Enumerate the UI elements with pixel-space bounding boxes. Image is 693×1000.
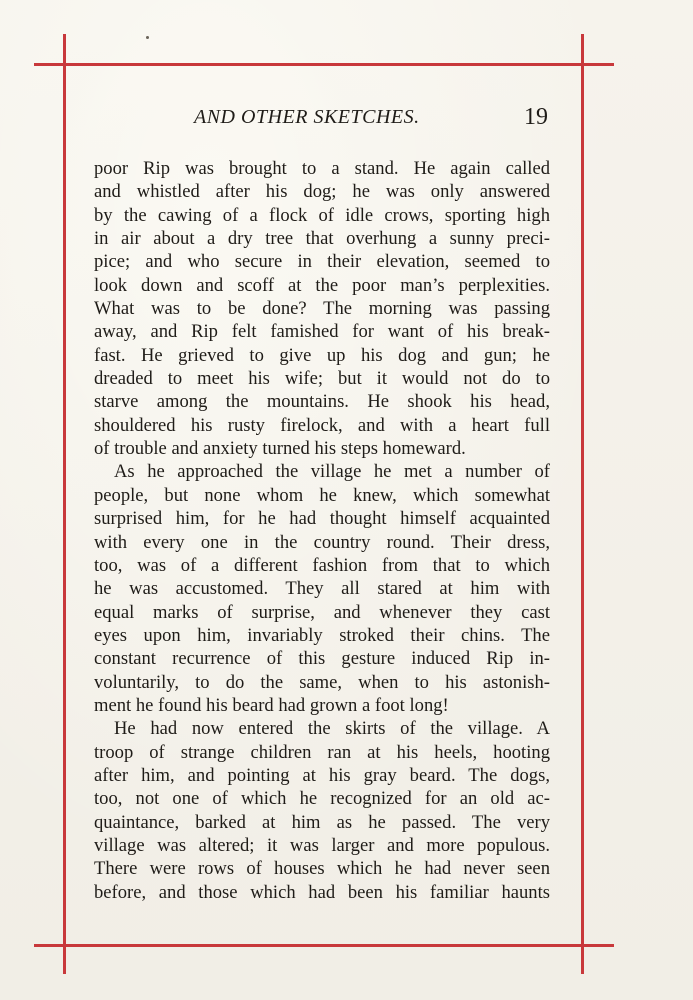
text-line: village was altered; it was larger and more populous.	[94, 834, 550, 856]
text-line: after him, and pointing at his gray beard. The dogs,	[94, 764, 550, 786]
page-number: 19	[524, 104, 548, 130]
text-line: look down and scoff at the poor man’s perplexities.	[94, 274, 550, 296]
ink-speck	[146, 36, 149, 39]
text-line: troop of strange children ran at his heels, hooting	[94, 741, 550, 763]
text-line: surprised him, for he had thought himself acquainted	[94, 508, 550, 530]
border-rule-right	[581, 34, 584, 974]
text-line: too, not one of which he recognized for an old ac-	[94, 788, 550, 810]
border-rule-top	[34, 63, 614, 66]
border-rule-bottom	[34, 944, 614, 947]
text-line: and whistled after his dog; he was only answered	[94, 181, 550, 203]
text-line: poor Rip was brought to a stand. He again called	[94, 158, 550, 179]
text-line: voluntarily, to do the same, when to his astonish-	[94, 671, 550, 693]
text-line: people, but none whom he knew, which somewhat	[94, 484, 550, 506]
text-line: dreaded to meet his wife; but it would not do to	[94, 368, 550, 390]
text-line: fast. He grieved to give up his dog and gun; he	[94, 344, 550, 366]
text-line: constant recurrence of this gesture induced Rip in-	[94, 648, 550, 670]
text-line: He had now entered the skirts of the village. A	[114, 718, 550, 740]
text-line: of trouble and anxiety turned his steps homeward.	[94, 438, 466, 460]
page-header	[94, 106, 550, 136]
text-line: pice; and who secure in their elevation, seemed to	[94, 251, 550, 273]
body-text	[94, 157, 550, 904]
text-line: in air about a dry tree that overhung a sunny preci-	[94, 228, 550, 250]
text-line: What was to be done? The morning was passing	[94, 298, 550, 320]
text-line: too, was of a different fashion from that to which	[94, 554, 550, 576]
text-line: shouldered his rusty firelock, and with a heart full	[94, 414, 550, 436]
text-line: starve among the mountains. He shook his head,	[94, 391, 550, 413]
text-line: As he approached the village he met a number of	[114, 461, 550, 483]
running-head: AND OTHER SKETCHES.	[194, 106, 420, 128]
border-rule-left	[63, 34, 66, 974]
text-line: he was accustomed. They all stared at him with	[94, 578, 550, 600]
text-line: by the cawing of a flock of idle crows, sporting high	[94, 204, 550, 226]
text-line: with every one in the country round. Their dress,	[94, 531, 550, 553]
text-line: eyes upon him, invariably stroked their chins. The	[94, 624, 550, 646]
text-line: away, and Rip felt famished for want of his break-	[94, 321, 550, 343]
text-line: before, and those which had been his familiar haunts	[94, 881, 550, 903]
text-line: ment he found his beard had grown a foot long!	[94, 694, 449, 716]
text-line: There were rows of houses which he had never seen	[94, 858, 550, 880]
text-line: quaintance, barked at him as he passed. The very	[94, 811, 550, 833]
text-line: equal marks of surprise, and whenever they cast	[94, 601, 550, 623]
